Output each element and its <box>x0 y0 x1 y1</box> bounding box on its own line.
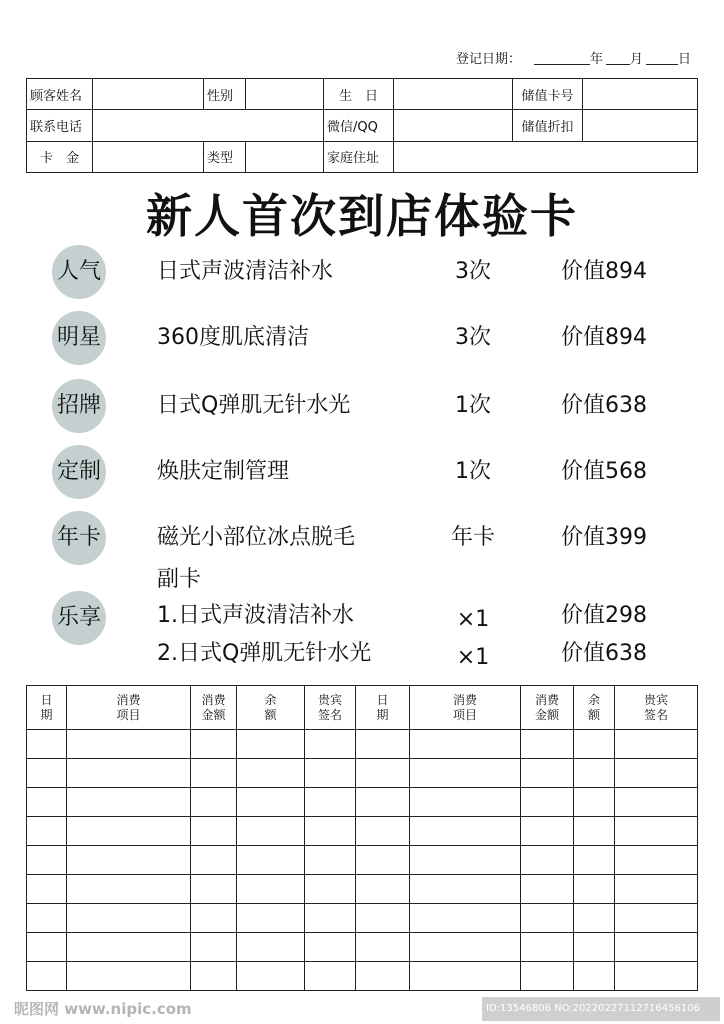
combo-value: 价值638 <box>561 641 647 666</box>
record-cell[interactable] <box>521 817 574 846</box>
record-cell[interactable] <box>67 933 191 962</box>
table-row <box>27 846 698 875</box>
record-cell[interactable] <box>305 817 356 846</box>
record-header-cell <box>191 686 237 730</box>
sub-card-label: 副卡 <box>157 567 202 592</box>
record-cell[interactable] <box>574 846 615 875</box>
page-title: 新人首次到店体验卡 <box>146 189 578 243</box>
registration-date <box>456 48 696 68</box>
day-blank[interactable] <box>646 64 678 65</box>
record-cell[interactable] <box>521 759 574 788</box>
record-cell[interactable] <box>356 788 410 817</box>
record-cell[interactable] <box>305 788 356 817</box>
home-address-label: 家庭住址 <box>324 141 394 172</box>
record-cell[interactable] <box>67 817 191 846</box>
service-value: 价值894 <box>561 259 647 284</box>
record-cell[interactable] <box>305 904 356 933</box>
record-cell[interactable] <box>521 846 574 875</box>
record-cell[interactable] <box>67 875 191 904</box>
record-cell[interactable] <box>305 962 356 991</box>
record-cell[interactable] <box>356 875 410 904</box>
record-cell[interactable] <box>27 962 67 991</box>
record-cell[interactable] <box>27 904 67 933</box>
record-cell[interactable] <box>615 817 698 846</box>
combo-service-name: 2.日式Q弹肌无针水光 <box>157 641 372 666</box>
record-cell[interactable] <box>615 933 698 962</box>
info-row <box>27 141 698 172</box>
record-cell[interactable] <box>615 875 698 904</box>
record-cell[interactable] <box>191 759 237 788</box>
service-quantity: 3次 <box>455 259 491 284</box>
category-label: 年卡 <box>56 525 101 550</box>
combo-service-name: 1.日式声波清洁补水 <box>157 603 354 628</box>
category-label: 明星 <box>56 325 101 350</box>
record-cell[interactable] <box>615 730 698 759</box>
service-name: 日式Q弹肌无针水光 <box>157 393 351 418</box>
category-label: 招牌 <box>56 393 101 418</box>
watermark-site: 昵图网 www.nipic.com <box>14 1000 192 1018</box>
service-value: 价值638 <box>561 393 647 418</box>
record-cell[interactable] <box>356 759 410 788</box>
watermark-footer <box>0 996 724 1024</box>
record-cell[interactable] <box>305 846 356 875</box>
home-address-field[interactable] <box>394 141 698 172</box>
combo-value: 价值298 <box>561 603 647 628</box>
record-cell[interactable] <box>27 730 67 759</box>
table-row <box>27 933 698 962</box>
record-cell[interactable] <box>237 933 305 962</box>
month-label: 月 <box>630 52 644 67</box>
record-header-text: 余 <box>587 692 600 707</box>
record-cell[interactable] <box>27 933 67 962</box>
registration-date-label: 登记日期： <box>456 52 522 67</box>
record-cell[interactable] <box>237 875 305 904</box>
stored-card-number-label: 储值卡号 <box>513 79 583 110</box>
record-header-text: 项目 <box>452 707 477 722</box>
phone-label: 联系电话 <box>27 110 93 141</box>
service-quantity: 1次 <box>455 459 491 484</box>
service-list <box>0 240 724 680</box>
type-field[interactable] <box>246 141 324 172</box>
record-cell[interactable] <box>27 846 67 875</box>
record-cell[interactable] <box>410 933 521 962</box>
record-cell[interactable] <box>574 933 615 962</box>
record-cell[interactable] <box>615 788 698 817</box>
record-cell[interactable] <box>574 759 615 788</box>
customer-name-field[interactable] <box>93 79 204 110</box>
category-label: 定制 <box>56 459 101 484</box>
combo-quantity: ×1 <box>456 607 490 632</box>
birthday-label: 生 日 <box>324 79 394 110</box>
record-cell[interactable] <box>191 788 237 817</box>
day-label: 日 <box>678 52 692 67</box>
record-cell[interactable] <box>191 875 237 904</box>
record-cell[interactable] <box>574 788 615 817</box>
record-cell[interactable] <box>521 788 574 817</box>
birthday-field[interactable] <box>394 79 513 110</box>
watermark-id: ID:13546806 NO:20220227112716456106 <box>482 997 720 1021</box>
record-cell[interactable] <box>410 730 521 759</box>
record-cell[interactable] <box>191 846 237 875</box>
record-cell[interactable] <box>356 846 410 875</box>
category-label: 人气 <box>56 259 101 284</box>
record-cell[interactable] <box>67 730 191 759</box>
record-cell[interactable] <box>305 933 356 962</box>
record-header-text: 消费 <box>201 692 226 707</box>
record-cell[interactable] <box>574 875 615 904</box>
record-header-cell <box>574 686 615 730</box>
year-blank[interactable] <box>534 64 590 65</box>
record-cell[interactable] <box>237 730 305 759</box>
wechat-qq-label: 微信/QQ <box>324 110 394 141</box>
table-row <box>27 817 698 846</box>
table-row <box>27 759 698 788</box>
record-cell[interactable] <box>410 962 521 991</box>
record-cell[interactable] <box>67 904 191 933</box>
record-header-text: 期 <box>40 707 53 722</box>
record-cell[interactable] <box>410 875 521 904</box>
record-header-text: 日 <box>376 692 389 707</box>
stored-discount-field[interactable] <box>583 110 698 141</box>
record-cell[interactable] <box>521 875 574 904</box>
service-name: 磁光小部位冰点脱毛 <box>157 525 356 550</box>
record-header-cell <box>67 686 191 730</box>
record-cell[interactable] <box>356 962 410 991</box>
record-header-text: 金额 <box>201 707 226 722</box>
stored-card-number-field[interactable] <box>583 79 698 110</box>
record-cell[interactable] <box>574 904 615 933</box>
service-quantity: 3次 <box>455 325 491 350</box>
record-header-text: 日 <box>40 692 53 707</box>
record-header-text: 签名 <box>643 707 668 722</box>
record-cell[interactable] <box>67 962 191 991</box>
record-cell[interactable] <box>191 962 237 991</box>
record-cell[interactable] <box>521 904 574 933</box>
info-row <box>27 79 698 110</box>
service-name: 360度肌底清洁 <box>157 325 309 350</box>
record-cell[interactable] <box>191 817 237 846</box>
record-cell[interactable] <box>356 730 410 759</box>
record-header-text: 额 <box>264 707 277 722</box>
info-row <box>27 110 698 141</box>
record-header-cell <box>356 686 410 730</box>
record-cell[interactable] <box>410 788 521 817</box>
record-cell[interactable] <box>521 730 574 759</box>
record-cell[interactable] <box>67 846 191 875</box>
record-header-text: 消费 <box>116 692 141 707</box>
service-quantity: 1次 <box>455 393 491 418</box>
record-cell[interactable] <box>305 875 356 904</box>
service-name: 日式声波清洁补水 <box>157 259 334 284</box>
record-header-text: 消费 <box>452 692 477 707</box>
record-header-text: 期 <box>376 707 389 722</box>
record-cell[interactable] <box>191 904 237 933</box>
record-cell[interactable] <box>237 962 305 991</box>
stored-discount-label: 储值折扣 <box>513 110 583 141</box>
service-value: 价值399 <box>561 525 647 550</box>
consumption-record-table <box>26 685 698 991</box>
record-cell[interactable] <box>521 933 574 962</box>
record-header-cell <box>305 686 356 730</box>
record-header-text: 额 <box>587 707 600 722</box>
month-blank[interactable] <box>606 64 630 65</box>
record-cell[interactable] <box>356 817 410 846</box>
record-cell[interactable] <box>615 759 698 788</box>
record-header-cell <box>237 686 305 730</box>
category-label: 乐享 <box>56 605 101 630</box>
record-cell[interactable] <box>615 846 698 875</box>
gender-label: 性别 <box>204 79 246 110</box>
service-name: 焕肤定制管理 <box>157 459 290 484</box>
record-cell[interactable] <box>574 817 615 846</box>
record-cell[interactable] <box>356 904 410 933</box>
table-row <box>27 875 698 904</box>
record-cell[interactable] <box>237 846 305 875</box>
table-row <box>27 788 698 817</box>
service-value: 价值568 <box>561 459 647 484</box>
record-header-cell <box>27 686 67 730</box>
record-cell[interactable] <box>410 817 521 846</box>
record-cell[interactable] <box>574 730 615 759</box>
record-header-text: 消费 <box>534 692 559 707</box>
record-cell[interactable] <box>356 933 410 962</box>
record-header-text: 贵宾 <box>317 692 342 707</box>
record-header-row <box>27 686 698 730</box>
gender-field[interactable] <box>246 79 324 110</box>
card-amount-label: 卡 金 <box>27 141 93 172</box>
record-header-text: 贵宾 <box>643 692 668 707</box>
record-cell[interactable] <box>410 904 521 933</box>
table-row <box>27 904 698 933</box>
record-header-cell <box>410 686 521 730</box>
combo-quantity: ×1 <box>456 645 490 670</box>
card-amount-field[interactable] <box>93 141 204 172</box>
record-cell[interactable] <box>305 730 356 759</box>
record-header-text: 项目 <box>116 707 141 722</box>
record-cell[interactable] <box>615 904 698 933</box>
record-cell[interactable] <box>237 759 305 788</box>
record-cell[interactable] <box>521 962 574 991</box>
record-cell[interactable] <box>237 788 305 817</box>
customer-name-label: 顾客姓名 <box>27 79 93 110</box>
service-quantity: 年卡 <box>450 525 495 550</box>
record-cell[interactable] <box>410 759 521 788</box>
record-cell[interactable] <box>191 933 237 962</box>
record-cell[interactable] <box>410 846 521 875</box>
record-cell[interactable] <box>615 962 698 991</box>
record-cell[interactable] <box>27 788 67 817</box>
customer-info-table <box>26 78 698 173</box>
year-label: 年 <box>590 52 604 67</box>
record-cell[interactable] <box>27 817 67 846</box>
table-row <box>27 730 698 759</box>
record-header-text: 签名 <box>317 707 342 722</box>
record-header-text: 余 <box>264 692 277 707</box>
wechat-qq-field[interactable] <box>394 110 513 141</box>
record-header-text: 金额 <box>534 707 559 722</box>
record-cell[interactable] <box>237 904 305 933</box>
record-cell[interactable] <box>191 730 237 759</box>
type-label: 类型 <box>204 141 246 172</box>
service-value: 价值894 <box>561 325 647 350</box>
record-header-cell <box>615 686 698 730</box>
record-cell[interactable] <box>574 962 615 991</box>
record-cell[interactable] <box>305 759 356 788</box>
record-cell[interactable] <box>67 788 191 817</box>
record-cell[interactable] <box>27 759 67 788</box>
record-cell[interactable] <box>27 875 67 904</box>
record-header-cell <box>521 686 574 730</box>
record-cell[interactable] <box>67 759 191 788</box>
table-row <box>27 962 698 991</box>
phone-field[interactable] <box>93 110 324 141</box>
record-cell[interactable] <box>237 817 305 846</box>
